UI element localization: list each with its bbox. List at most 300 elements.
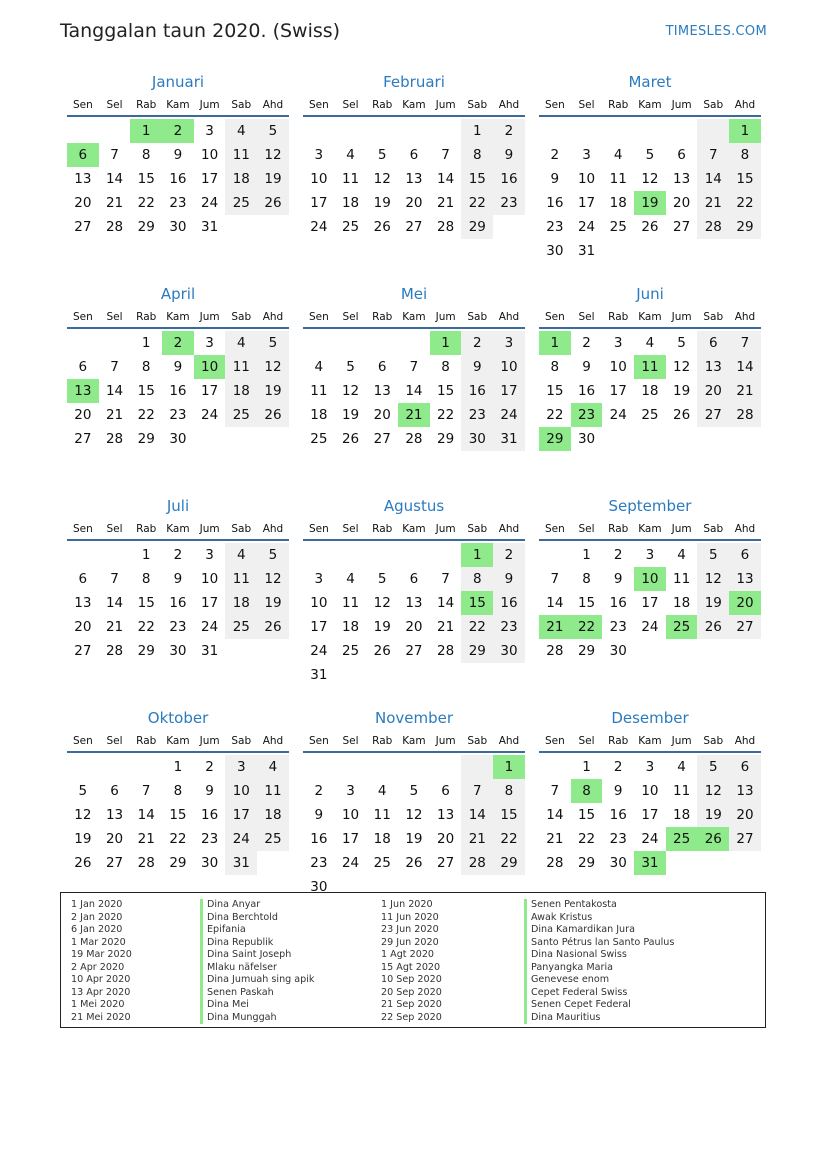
month-block	[303, 494, 525, 706]
day-cell: 9	[613, 571, 623, 587]
day-cell: 17	[641, 595, 659, 611]
empty-cell	[335, 331, 367, 355]
days-grid	[539, 119, 761, 263]
day-cell: 5	[346, 359, 355, 375]
holiday-day-cell: 22	[571, 615, 603, 639]
weekday-label: Rab	[608, 735, 629, 747]
day-cell: 20	[74, 195, 92, 211]
holiday-day-cell: 15	[461, 591, 493, 615]
day-cell: 2	[493, 543, 525, 567]
weekday-label: Jum	[199, 523, 220, 535]
day-cell: 4	[677, 547, 686, 563]
weekday-label: Sab	[231, 311, 252, 323]
day-cell: 2	[205, 759, 214, 775]
day-cell: 17	[225, 803, 257, 827]
day-cell: 12	[373, 595, 391, 611]
weekday-label: Ahd	[262, 523, 284, 535]
weekday-label: Rab	[608, 311, 629, 323]
day-cell: 21	[461, 827, 493, 851]
weekday-label: Sel	[106, 311, 123, 323]
legend-holiday-name: Epifania	[200, 924, 314, 937]
day-cell: 21	[437, 195, 455, 211]
day-cell: 17	[577, 195, 596, 211]
weekday-label: Sel	[342, 523, 359, 535]
weekday-label: Sab	[467, 311, 488, 323]
day-cell: 22	[461, 191, 493, 215]
day-cell: 16	[169, 595, 187, 611]
day-cell: 18	[225, 591, 257, 615]
weekday-label: Sel	[106, 523, 123, 535]
empty-cell	[99, 543, 131, 567]
weekday-label: Jum	[435, 735, 456, 747]
weekday-label: Sen	[544, 99, 565, 111]
day-cell: 1	[141, 335, 151, 351]
weekday-header	[539, 732, 761, 753]
legend-names-left	[200, 899, 314, 1024]
empty-cell	[430, 755, 462, 779]
day-cell: 12	[257, 567, 289, 591]
weekday-label: Kam	[638, 311, 662, 323]
weekday-label: Sab	[467, 523, 488, 535]
legend-holiday-date: 15 Agt 2020	[381, 961, 441, 973]
day-cell: 19	[673, 383, 691, 399]
empty-cell	[697, 119, 729, 143]
month-block	[539, 706, 761, 918]
day-cell: 28	[546, 643, 564, 659]
empty-cell	[303, 755, 335, 779]
weekday-label: Sel	[578, 311, 595, 323]
legend-holiday-date: 22 Sep 2020	[381, 1011, 442, 1023]
day-cell: 6	[409, 571, 419, 587]
day-cell: 25	[225, 615, 257, 639]
weekday-label: Ahd	[498, 523, 520, 535]
day-cell: 16	[493, 591, 525, 615]
weekday-label: Sab	[231, 735, 252, 747]
day-cell: 1	[141, 547, 151, 563]
weekday-label: Sel	[578, 523, 595, 535]
day-cell: 22	[137, 195, 155, 211]
day-cell: 12	[697, 567, 729, 591]
holiday-day-cell: 11	[634, 355, 666, 379]
holiday-day-cell: 1	[729, 119, 761, 143]
day-cell: 10	[641, 783, 659, 799]
weekday-label: Ahd	[734, 99, 756, 111]
weekday-label: Sab	[703, 523, 724, 535]
day-cell: 31	[493, 427, 525, 451]
day-cell: 18	[257, 803, 289, 827]
day-cell: 25	[341, 643, 360, 659]
weekday-label: Jum	[199, 311, 220, 323]
day-cell: 11	[341, 171, 360, 187]
day-cell: 10	[609, 359, 627, 375]
legend-holiday-date: 10 Apr 2020	[71, 974, 131, 985]
month-block	[539, 282, 761, 494]
day-cell: 9	[550, 171, 560, 187]
day-cell: 6	[677, 147, 686, 163]
holiday-day-cell: 23	[571, 403, 603, 427]
legend-holiday-date: 21 Mei 2020	[71, 1011, 131, 1023]
weekday-label: Kam	[166, 523, 190, 535]
legend-names-right	[524, 899, 674, 1024]
legend-holiday-name: Awak Kristus	[524, 912, 674, 925]
day-cell: 13	[105, 807, 124, 823]
day-cell: 24	[310, 643, 328, 659]
holiday-day-cell: 25	[666, 827, 698, 851]
day-cell: 13	[729, 779, 761, 803]
day-cell: 16	[169, 171, 187, 187]
weekday-header	[303, 732, 525, 753]
month-name: Desember	[611, 709, 689, 727]
days-grid	[67, 543, 289, 663]
day-cell: 25	[341, 219, 360, 235]
weekday-label: Sel	[342, 311, 359, 323]
day-cell: 16	[201, 807, 219, 823]
day-cell: 5	[377, 571, 387, 587]
day-cell: 8	[550, 359, 560, 375]
weekday-label: Ahd	[734, 735, 756, 747]
weekday-label: Jum	[435, 99, 456, 111]
day-cell: 25	[609, 219, 627, 235]
day-cell: 15	[577, 807, 596, 823]
day-cell: 27	[74, 643, 92, 659]
day-cell: 28	[697, 215, 729, 239]
empty-cell	[398, 331, 430, 355]
weekday-label: Kam	[166, 735, 190, 747]
day-cell: 7	[729, 331, 761, 355]
day-cell: 17	[201, 171, 219, 187]
day-cell: 5	[409, 783, 419, 799]
site-link[interactable]: TIMESLES.COM	[665, 24, 767, 39]
day-cell: 8	[141, 359, 151, 375]
day-cell: 7	[697, 143, 729, 167]
page-title: Tanggalan taun 2020. (Swiss)	[60, 20, 341, 42]
empty-cell	[335, 755, 367, 779]
legend-holiday-name: Senen Pentakosta	[524, 899, 674, 912]
day-cell: 30	[169, 219, 187, 235]
weekday-label: Sab	[703, 99, 724, 111]
day-cell: 23	[169, 195, 187, 211]
month-name: Juni	[636, 285, 664, 303]
day-cell: 24	[310, 219, 328, 235]
weekday-label: Jum	[671, 735, 692, 747]
legend-dates-right	[381, 899, 442, 1024]
month-name: Juli	[166, 497, 190, 515]
day-cell: 23	[493, 615, 525, 639]
month-block	[67, 70, 289, 282]
day-cell: 18	[225, 379, 257, 403]
legend-holiday-date: 20 Sep 2020	[381, 986, 442, 998]
empty-cell	[67, 755, 99, 779]
day-cell: 7	[441, 147, 450, 163]
day-cell: 18	[341, 619, 360, 635]
day-cell: 6	[441, 783, 450, 799]
day-cell: 26	[673, 407, 691, 423]
day-cell: 6	[78, 571, 88, 587]
day-cell: 15	[729, 167, 761, 191]
holiday-day-cell: 10	[194, 355, 226, 379]
day-cell: 27	[405, 643, 423, 659]
day-cell: 22	[577, 831, 596, 847]
day-cell: 10	[201, 571, 219, 587]
day-cell: 9	[613, 783, 623, 799]
month-block	[67, 706, 289, 918]
day-cell: 7	[441, 571, 450, 587]
month-name: Mei	[400, 285, 428, 303]
day-cell: 15	[137, 171, 155, 187]
day-cell: 3	[582, 147, 591, 163]
weekday-label: Sab	[467, 735, 488, 747]
weekday-label: Jum	[671, 99, 692, 111]
weekday-label: Sel	[342, 735, 359, 747]
weekday-label: Sab	[231, 523, 252, 535]
day-cell: 28	[105, 431, 124, 447]
day-cell: 10	[493, 355, 525, 379]
day-cell: 24	[201, 195, 219, 211]
holiday-day-cell: 1	[461, 543, 493, 567]
day-cell: 26	[373, 219, 391, 235]
day-cell: 28	[105, 643, 124, 659]
weekday-label: Sen	[544, 523, 565, 535]
days-grid	[303, 543, 525, 687]
legend-holiday-name: Dina Mei	[200, 999, 314, 1012]
day-cell: 23	[169, 407, 187, 423]
weekday-label: Sab	[231, 99, 252, 111]
day-cell: 30	[577, 431, 596, 447]
day-cell: 25	[641, 407, 659, 423]
legend-holiday-date: 6 Jan 2020	[71, 924, 123, 935]
weekday-label: Ahd	[262, 311, 284, 323]
day-cell: 13	[405, 171, 423, 187]
day-cell: 31	[201, 219, 219, 235]
holiday-day-cell: 26	[697, 827, 729, 851]
day-cell: 9	[173, 147, 183, 163]
day-cell: 19	[257, 167, 289, 191]
day-cell: 25	[225, 191, 257, 215]
weekday-label: Rab	[372, 735, 393, 747]
day-cell: 12	[373, 171, 391, 187]
day-cell: 27	[697, 403, 729, 427]
day-cell: 24	[201, 407, 219, 423]
day-cell: 23	[310, 855, 328, 871]
day-cell: 17	[201, 595, 219, 611]
day-cell: 12	[697, 779, 729, 803]
day-cell: 28	[105, 219, 124, 235]
day-cell: 13	[697, 355, 729, 379]
day-cell: 27	[729, 615, 761, 639]
day-cell: 19	[697, 591, 729, 615]
weekday-label: Ahd	[262, 99, 284, 111]
weekday-label: Jum	[435, 523, 456, 535]
weekday-header	[67, 732, 289, 753]
day-cell: 29	[137, 431, 155, 447]
empty-cell	[430, 119, 462, 143]
empty-cell	[539, 119, 571, 143]
holiday-day-cell: 2	[162, 331, 194, 355]
legend-holiday-name: Dina Saint Joseph	[200, 949, 314, 962]
day-cell: 30	[310, 879, 328, 895]
holiday-day-cell: 21	[398, 403, 430, 427]
day-cell: 6	[697, 331, 729, 355]
empty-cell	[99, 755, 131, 779]
day-cell: 23	[493, 191, 525, 215]
weekday-label: Sab	[703, 311, 724, 323]
day-cell: 15	[137, 383, 155, 399]
empty-cell	[366, 119, 398, 143]
day-cell: 25	[373, 855, 391, 871]
legend-dates-left	[71, 899, 132, 1024]
day-cell: 17	[641, 807, 659, 823]
day-cell: 10	[310, 595, 328, 611]
day-cell: 14	[437, 595, 455, 611]
day-cell: 20	[673, 195, 691, 211]
weekday-label: Rab	[136, 735, 157, 747]
weekday-header	[303, 520, 525, 541]
day-cell: 21	[437, 619, 455, 635]
legend-holiday-name: Panyangka Maria	[524, 962, 674, 975]
weekday-label: Sen	[308, 99, 329, 111]
day-cell: 5	[697, 755, 729, 779]
weekday-label: Rab	[372, 311, 393, 323]
empty-cell	[303, 119, 335, 143]
empty-cell	[99, 119, 131, 143]
day-cell: 2	[613, 759, 623, 775]
weekday-label: Rab	[136, 523, 157, 535]
weekday-label: Rab	[608, 523, 629, 535]
day-cell: 2	[314, 783, 324, 799]
day-cell: 11	[373, 807, 391, 823]
day-cell: 3	[314, 147, 324, 163]
day-cell: 14	[697, 167, 729, 191]
day-cell: 18	[641, 383, 659, 399]
weekday-label: Rab	[372, 523, 393, 535]
day-cell: 24	[493, 403, 525, 427]
weekday-label: Kam	[166, 99, 190, 111]
day-cell: 7	[110, 359, 119, 375]
legend-holiday-date: 1 Jun 2020	[381, 899, 433, 910]
weekday-header	[303, 96, 525, 117]
day-cell: 22	[461, 615, 493, 639]
day-cell: 11	[225, 355, 257, 379]
holiday-legend	[60, 892, 766, 1028]
day-cell: 3	[645, 547, 655, 563]
day-cell: 9	[205, 783, 214, 799]
day-cell: 16	[493, 167, 525, 191]
weekday-label: Jum	[199, 99, 220, 111]
holiday-day-cell: 2	[162, 119, 194, 143]
day-cell: 10	[225, 779, 257, 803]
day-cell: 28	[437, 219, 455, 235]
day-cell: 30	[609, 643, 627, 659]
day-cell: 13	[673, 171, 691, 187]
day-cell: 18	[225, 167, 257, 191]
day-cell: 22	[493, 827, 525, 851]
day-cell: 27	[74, 431, 92, 447]
holiday-day-cell: 1	[539, 331, 571, 355]
day-cell: 20	[105, 831, 124, 847]
holiday-day-cell: 1	[493, 755, 525, 779]
day-cell: 15	[493, 803, 525, 827]
day-cell: 9	[461, 355, 493, 379]
day-cell: 14	[105, 383, 124, 399]
day-cell: 8	[173, 783, 183, 799]
day-cell: 8	[141, 147, 151, 163]
weekday-label: Rab	[608, 99, 629, 111]
day-cell: 25	[257, 827, 289, 851]
weekday-label: Sen	[544, 311, 565, 323]
day-cell: 29	[137, 643, 155, 659]
weekday-label: Rab	[372, 99, 393, 111]
day-cell: 16	[609, 595, 627, 611]
day-cell: 27	[105, 855, 124, 871]
day-cell: 30	[461, 427, 493, 451]
day-cell: 29	[729, 215, 761, 239]
day-cell: 16	[169, 383, 187, 399]
empty-cell	[539, 543, 571, 567]
day-cell: 22	[137, 619, 155, 635]
empty-cell	[398, 755, 430, 779]
empty-cell	[398, 119, 430, 143]
legend-holiday-name: Dina Nasional Swiss	[524, 949, 674, 962]
day-cell: 4	[346, 571, 355, 587]
day-cell: 29	[577, 643, 596, 659]
day-cell: 17	[201, 383, 219, 399]
day-cell: 18	[673, 595, 691, 611]
day-cell: 20	[437, 831, 455, 847]
weekday-label: Sab	[467, 99, 488, 111]
day-cell: 29	[493, 851, 525, 875]
month-name: November	[374, 709, 454, 727]
day-cell: 29	[577, 855, 596, 871]
days-grid	[539, 331, 761, 451]
day-cell: 12	[74, 807, 92, 823]
day-cell: 11	[341, 595, 360, 611]
day-cell: 24	[225, 827, 257, 851]
legend-holiday-date: 21 Sep 2020	[381, 999, 442, 1010]
day-cell: 8	[582, 571, 591, 587]
day-cell: 16	[609, 807, 627, 823]
weekday-label: Sel	[578, 735, 595, 747]
day-cell: 17	[310, 619, 328, 635]
weekday-label: Sen	[72, 523, 93, 535]
legend-holiday-name: Dina Munggah	[200, 1012, 314, 1025]
month-name: September	[608, 497, 692, 515]
day-cell: 3	[346, 783, 355, 799]
legend-holiday-date: 2 Jan 2020	[71, 911, 123, 923]
day-cell: 10	[310, 171, 328, 187]
day-cell: 4	[314, 359, 324, 375]
day-cell: 9	[493, 143, 525, 167]
day-cell: 20	[697, 379, 729, 403]
holiday-day-cell: 21	[539, 615, 571, 639]
day-cell: 30	[546, 243, 564, 259]
day-cell: 10	[577, 171, 596, 187]
weekday-label: Rab	[136, 99, 157, 111]
day-cell: 19	[257, 591, 289, 615]
holiday-day-cell: 8	[571, 779, 603, 803]
day-cell: 19	[341, 407, 360, 423]
weekday-label: Sen	[72, 99, 93, 111]
day-cell: 16	[461, 379, 493, 403]
day-cell: 23	[609, 831, 627, 847]
day-cell: 28	[461, 851, 493, 875]
day-cell: 30	[201, 855, 219, 871]
day-cell: 11	[225, 143, 257, 167]
day-cell: 15	[437, 383, 455, 399]
day-cell: 24	[577, 219, 596, 235]
day-cell: 31	[577, 243, 596, 259]
weekday-label: Sab	[703, 735, 724, 747]
weekday-label: Ahd	[498, 311, 520, 323]
